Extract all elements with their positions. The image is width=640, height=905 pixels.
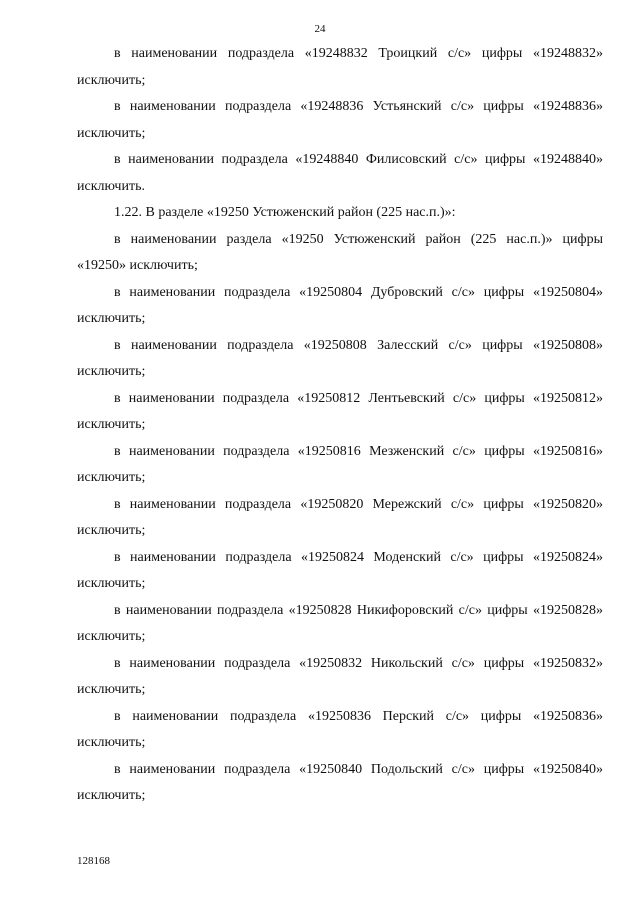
paragraph: в наименовании подраздела «19250804 Дубровский с/с» цифры «19250804» исключить;	[77, 284, 603, 326]
paragraph: в наименовании подраздела «19250812 Лентьевский с/с» цифры «19250812» исключить;	[77, 390, 603, 432]
paragraph: в наименовании подраздела «19248836 Устьянский с/с» цифры «19248836» исключить;	[77, 99, 603, 141]
paragraph: в наименовании подраздела «19250832 Никольский с/с» цифры «19250832» исключить;	[77, 655, 603, 697]
paragraph: в наименовании подраздела «19250808 Залесский с/с» цифры «19250808» исключить;	[77, 337, 603, 379]
document-body	[77, 41, 603, 810]
paragraph: в наименовании подраздела «19250816 Мезженский с/с» цифры «19250816» исключить;	[77, 443, 603, 485]
paragraph: в наименовании подраздела «19250824 Моденский с/с» цифры «19250824» исключить;	[77, 549, 603, 591]
document-code: 128168	[77, 855, 110, 867]
paragraph: в наименовании раздела «19250 Устюженский район (225 нас.п.)» цифры «19250» исключить;	[77, 231, 603, 273]
paragraph: в наименовании подраздела «19250840 Подольский с/с» цифры «19250840» исключить;	[77, 761, 603, 803]
paragraph: в наименовании подраздела «19248832 Троицкий с/с» цифры «19248832» исключить;	[77, 46, 603, 88]
paragraph: в наименовании подраздела «19250836 Перский с/с» цифры «19250836» исключить;	[77, 708, 603, 750]
paragraph: в наименовании подраздела «19250820 Мережский с/с» цифры «19250820» исключить;	[77, 496, 603, 538]
section-heading: 1.22. В разделе «19250 Устюженский район (225 нас.п.)»:	[114, 205, 456, 220]
paragraph: в наименовании подраздела «19250828 Никифоровский с/с» цифры «19250828» исключить;	[77, 602, 603, 644]
page-number: 24	[314, 23, 326, 35]
paragraph: в наименовании подраздела «19248840 Филисовский с/с» цифры «19248840» исключить.	[77, 152, 603, 194]
